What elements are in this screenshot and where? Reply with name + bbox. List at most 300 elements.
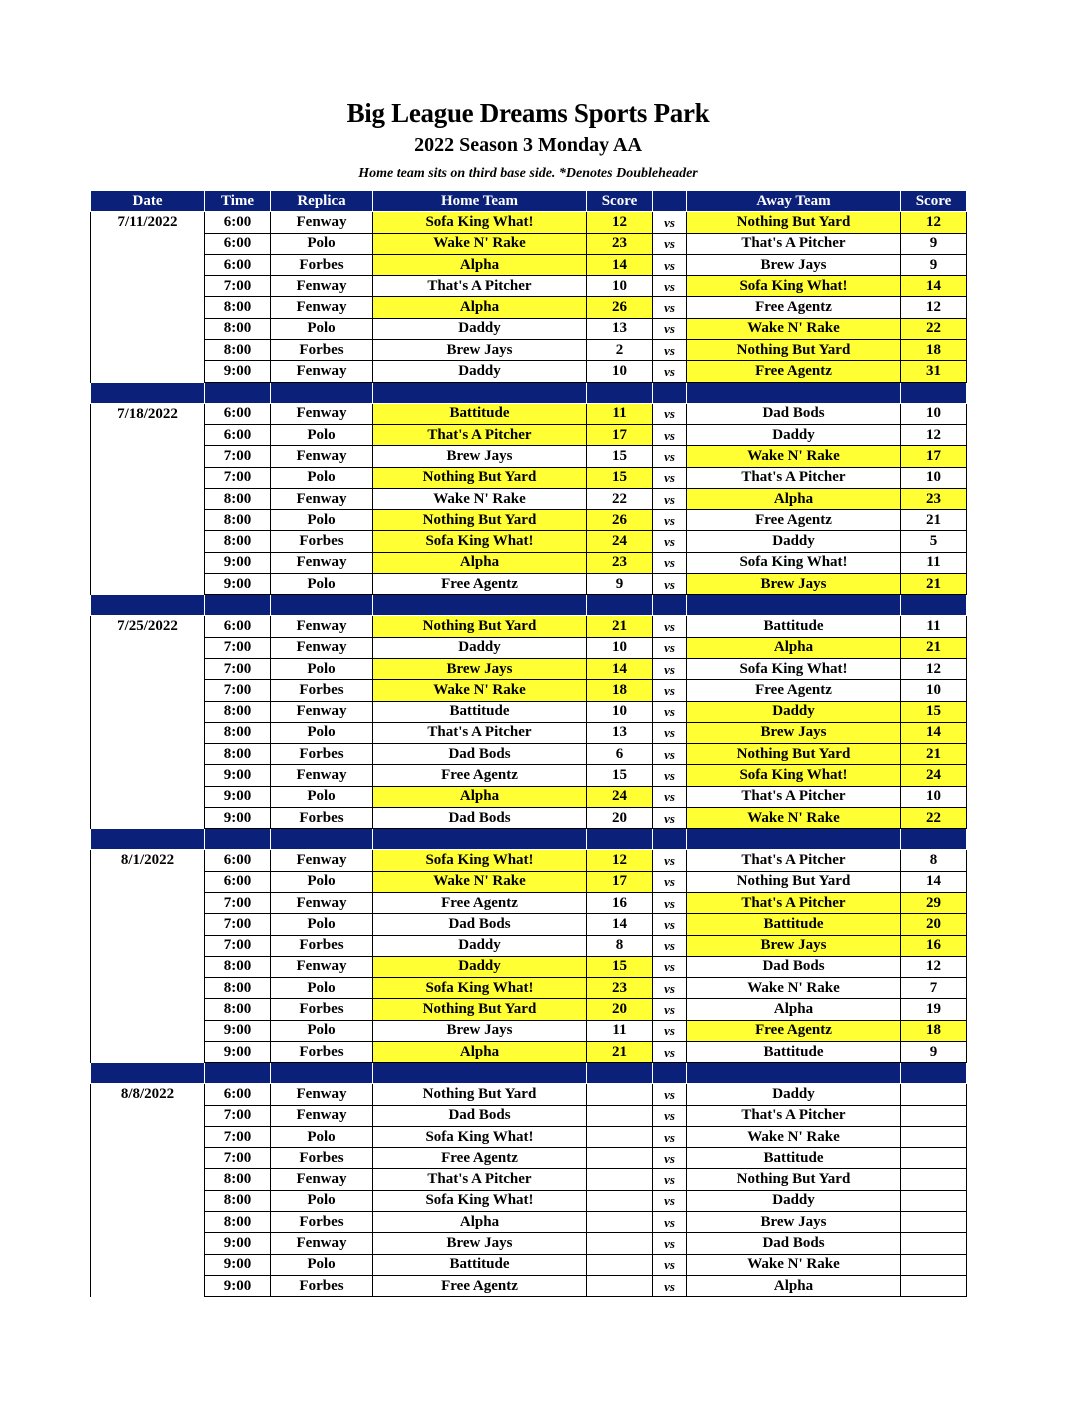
field-cell: Forbes [271, 744, 373, 765]
away-team-cell: Nothing But Yard [687, 340, 901, 361]
separator-cell [91, 595, 205, 616]
separator-cell [687, 595, 901, 616]
away-score-cell [901, 1233, 967, 1254]
home-team-cell: Dad Bods [373, 1105, 587, 1126]
home-score-cell: 9 [587, 574, 653, 595]
home-team-cell: Free Agentz [373, 574, 587, 595]
away-score-cell: 10 [901, 680, 967, 701]
table-row [91, 616, 967, 637]
away-team-cell: Sofa King What! [687, 765, 901, 786]
away-team-cell: Free Agentz [687, 1020, 901, 1041]
header-row [91, 191, 967, 212]
away-score-cell [901, 1190, 967, 1211]
home-team-cell: That's A Pitcher [373, 722, 587, 743]
field-cell: Forbes [271, 1148, 373, 1169]
away-score-cell: 14 [901, 276, 967, 297]
date-cell [91, 254, 205, 275]
field-cell: Polo [271, 978, 373, 999]
date-cell [91, 276, 205, 297]
away-score-cell: 19 [901, 999, 967, 1020]
home-team-cell: Sofa King What! [373, 850, 587, 871]
home-score-cell: 10 [587, 276, 653, 297]
week-separator [91, 829, 967, 850]
away-score-cell: 21 [901, 574, 967, 595]
date-cell [91, 808, 205, 829]
time-cell: 7:00 [205, 935, 271, 956]
time-cell: 7:00 [205, 1148, 271, 1169]
field-cell: Polo [271, 424, 373, 445]
table-row [91, 340, 967, 361]
date-cell [91, 1190, 205, 1211]
time-cell: 9:00 [205, 1254, 271, 1275]
time-cell: 8:00 [205, 701, 271, 722]
vs-cell: vs [653, 1190, 687, 1211]
date-cell [91, 1233, 205, 1254]
time-cell: 6:00 [205, 403, 271, 424]
col-vs-header [653, 191, 687, 212]
field-cell: Polo [271, 1254, 373, 1275]
time-cell: 6:00 [205, 1084, 271, 1105]
away-team-cell: Dad Bods [687, 956, 901, 977]
home-team-cell: Daddy [373, 361, 587, 382]
home-score-cell: 24 [587, 786, 653, 807]
time-cell: 6:00 [205, 254, 271, 275]
table-row [91, 892, 967, 913]
home-team-cell: Nothing But Yard [373, 510, 587, 531]
week-separator [91, 382, 967, 403]
col-away-score-header: Score [901, 191, 967, 212]
date-cell [91, 701, 205, 722]
date-cell [91, 297, 205, 318]
date-cell [91, 765, 205, 786]
home-score-cell: 11 [587, 403, 653, 424]
time-cell: 8:00 [205, 722, 271, 743]
vs-cell: vs [653, 1233, 687, 1254]
home-score-cell: 10 [587, 637, 653, 658]
date-cell [91, 1169, 205, 1190]
vs-cell: vs [653, 340, 687, 361]
time-cell: 9:00 [205, 765, 271, 786]
table-row [91, 978, 967, 999]
vs-cell: vs [653, 212, 687, 233]
date-cell [91, 340, 205, 361]
home-score-cell: 15 [587, 467, 653, 488]
date-cell [91, 1148, 205, 1169]
separator-cell [373, 595, 587, 616]
table-row [91, 276, 967, 297]
home-score-cell: 20 [587, 808, 653, 829]
field-cell: Fenway [271, 1169, 373, 1190]
separator-cell [587, 1063, 653, 1084]
table-row [91, 1041, 967, 1062]
home-team-cell: Battitude [373, 403, 587, 424]
away-team-cell: Brew Jays [687, 574, 901, 595]
time-cell: 6:00 [205, 616, 271, 637]
vs-cell: vs [653, 1212, 687, 1233]
away-score-cell: 12 [901, 956, 967, 977]
away-team-cell: That's A Pitcher [687, 233, 901, 254]
doubleheader-note: Home team sits on third base side. *Denotes Doubleheader [358, 166, 698, 181]
date-cell [91, 637, 205, 658]
home-score-cell: 14 [587, 658, 653, 679]
vs-cell: vs [653, 744, 687, 765]
table-row [91, 254, 967, 275]
home-team-cell: Alpha [373, 1212, 587, 1233]
field-cell: Fenway [271, 892, 373, 913]
table-row [91, 1169, 967, 1190]
separator-cell [271, 382, 373, 403]
away-score-cell [901, 1105, 967, 1126]
field-cell: Forbes [271, 1275, 373, 1296]
home-team-cell: That's A Pitcher [373, 424, 587, 445]
time-cell: 9:00 [205, 1275, 271, 1296]
home-team-cell: Dad Bods [373, 914, 587, 935]
vs-cell: vs [653, 1105, 687, 1126]
table-row [91, 488, 967, 509]
home-score-cell: 13 [587, 318, 653, 339]
time-cell: 6:00 [205, 233, 271, 254]
date-cell: 8/1/2022 [91, 850, 205, 871]
table-row [91, 1126, 967, 1147]
vs-cell: vs [653, 765, 687, 786]
vs-cell: vs [653, 1254, 687, 1275]
separator-cell [901, 382, 967, 403]
away-score-cell: 10 [901, 786, 967, 807]
away-team-cell: Wake N' Rake [687, 318, 901, 339]
date-cell [91, 722, 205, 743]
home-score-cell: 23 [587, 978, 653, 999]
away-score-cell: 31 [901, 361, 967, 382]
table-row [91, 1254, 967, 1275]
vs-cell: vs [653, 424, 687, 445]
home-score-cell [587, 1084, 653, 1105]
field-cell: Forbes [271, 531, 373, 552]
time-cell: 7:00 [205, 680, 271, 701]
field-cell: Polo [271, 1190, 373, 1211]
field-cell: Forbes [271, 808, 373, 829]
field-cell: Fenway [271, 701, 373, 722]
time-cell: 8:00 [205, 297, 271, 318]
away-team-cell: Alpha [687, 999, 901, 1020]
table-row [91, 871, 967, 892]
time-cell: 8:00 [205, 978, 271, 999]
field-cell: Fenway [271, 446, 373, 467]
time-cell: 9:00 [205, 574, 271, 595]
away-team-cell: That's A Pitcher [687, 1105, 901, 1126]
away-team-cell: Wake N' Rake [687, 1254, 901, 1275]
away-team-cell: Daddy [687, 424, 901, 445]
home-score-cell: 21 [587, 1041, 653, 1062]
table-row [91, 914, 967, 935]
home-score-cell: 10 [587, 701, 653, 722]
time-cell: 6:00 [205, 212, 271, 233]
date-cell [91, 574, 205, 595]
home-team-cell: Sofa King What! [373, 1190, 587, 1211]
table-row [91, 1105, 967, 1126]
vs-cell: vs [653, 467, 687, 488]
week-separator [91, 1063, 967, 1084]
away-score-cell: 14 [901, 722, 967, 743]
time-cell: 8:00 [205, 531, 271, 552]
away-score-cell [901, 1275, 967, 1296]
field-cell: Polo [271, 574, 373, 595]
vs-cell: vs [653, 616, 687, 637]
field-cell: Forbes [271, 999, 373, 1020]
away-team-cell: Wake N' Rake [687, 978, 901, 999]
field-cell: Polo [271, 658, 373, 679]
page-title: Big League Dreams Sports Park [346, 98, 710, 128]
time-cell: 8:00 [205, 488, 271, 509]
separator-cell [653, 1063, 687, 1084]
separator-cell [205, 595, 271, 616]
field-cell: Fenway [271, 297, 373, 318]
home-score-cell [587, 1212, 653, 1233]
home-team-cell: Brew Jays [373, 446, 587, 467]
home-score-cell: 17 [587, 871, 653, 892]
separator-cell [271, 829, 373, 850]
away-score-cell [901, 1084, 967, 1105]
separator-cell [687, 1063, 901, 1084]
time-cell: 8:00 [205, 956, 271, 977]
table-row [91, 744, 967, 765]
home-team-cell: Sofa King What! [373, 531, 587, 552]
date-cell [91, 1275, 205, 1296]
field-cell: Fenway [271, 276, 373, 297]
field-cell: Polo [271, 786, 373, 807]
separator-cell [653, 829, 687, 850]
time-cell: 8:00 [205, 1169, 271, 1190]
vs-cell: vs [653, 1084, 687, 1105]
away-score-cell: 21 [901, 637, 967, 658]
date-cell [91, 233, 205, 254]
table-row [91, 637, 967, 658]
field-cell: Fenway [271, 765, 373, 786]
away-team-cell: Alpha [687, 488, 901, 509]
table-row [91, 1275, 967, 1296]
home-team-cell: Brew Jays [373, 340, 587, 361]
away-score-cell: 23 [901, 488, 967, 509]
away-team-cell: Dad Bods [687, 403, 901, 424]
home-team-cell: That's A Pitcher [373, 276, 587, 297]
table-row [91, 765, 967, 786]
date-cell [91, 978, 205, 999]
home-score-cell [587, 1254, 653, 1275]
away-team-cell: Daddy [687, 531, 901, 552]
away-team-cell: Wake N' Rake [687, 808, 901, 829]
date-cell [91, 786, 205, 807]
home-score-cell: 10 [587, 361, 653, 382]
home-team-cell: Free Agentz [373, 765, 587, 786]
field-cell: Forbes [271, 1212, 373, 1233]
away-team-cell: Free Agentz [687, 510, 901, 531]
vs-cell: vs [653, 318, 687, 339]
vs-cell: vs [653, 892, 687, 913]
table-row [91, 467, 967, 488]
home-team-cell: Battitude [373, 1254, 587, 1275]
away-team-cell: That's A Pitcher [687, 467, 901, 488]
vs-cell: vs [653, 680, 687, 701]
separator-cell [205, 1063, 271, 1084]
away-score-cell: 9 [901, 1041, 967, 1062]
col-date-header: Date [91, 191, 205, 212]
home-score-cell: 26 [587, 297, 653, 318]
vs-cell: vs [653, 999, 687, 1020]
home-team-cell: Wake N' Rake [373, 488, 587, 509]
away-score-cell [901, 1169, 967, 1190]
home-team-cell: Daddy [373, 956, 587, 977]
separator-cell [587, 382, 653, 403]
date-cell [91, 658, 205, 679]
time-cell: 9:00 [205, 1020, 271, 1041]
field-cell: Fenway [271, 1084, 373, 1105]
time-cell: 8:00 [205, 744, 271, 765]
time-cell: 8:00 [205, 510, 271, 531]
home-team-cell: Alpha [373, 786, 587, 807]
home-score-cell: 23 [587, 552, 653, 573]
vs-cell: vs [653, 233, 687, 254]
home-score-cell [587, 1105, 653, 1126]
away-team-cell: Nothing But Yard [687, 1169, 901, 1190]
table-row [91, 658, 967, 679]
table-row [91, 446, 967, 467]
home-team-cell: Free Agentz [373, 1148, 587, 1169]
time-cell: 7:00 [205, 637, 271, 658]
home-score-cell: 26 [587, 510, 653, 531]
home-team-cell: Sofa King What! [373, 1126, 587, 1147]
home-score-cell [587, 1190, 653, 1211]
away-team-cell: Battitude [687, 1041, 901, 1062]
page-subtitle: 2022 Season 3 Monday AA [414, 134, 642, 156]
date-cell [91, 892, 205, 913]
away-score-cell [901, 1126, 967, 1147]
away-score-cell: 10 [901, 403, 967, 424]
away-team-cell: Brew Jays [687, 935, 901, 956]
date-cell [91, 680, 205, 701]
vs-cell: vs [653, 446, 687, 467]
time-cell: 9:00 [205, 786, 271, 807]
home-team-cell: Sofa King What! [373, 212, 587, 233]
home-score-cell: 2 [587, 340, 653, 361]
date-cell [91, 446, 205, 467]
table-row [91, 574, 967, 595]
table-row [91, 1233, 967, 1254]
field-cell: Forbes [271, 1041, 373, 1062]
home-team-cell: Wake N' Rake [373, 871, 587, 892]
vs-cell: vs [653, 488, 687, 509]
time-cell: 9:00 [205, 552, 271, 573]
away-score-cell [901, 1148, 967, 1169]
separator-cell [271, 595, 373, 616]
vs-cell: vs [653, 1169, 687, 1190]
field-cell: Fenway [271, 361, 373, 382]
time-cell: 7:00 [205, 446, 271, 467]
home-team-cell: Daddy [373, 935, 587, 956]
vs-cell: vs [653, 722, 687, 743]
time-cell: 6:00 [205, 424, 271, 445]
time-cell: 6:00 [205, 871, 271, 892]
home-team-cell: Daddy [373, 637, 587, 658]
table-row [91, 701, 967, 722]
field-cell: Fenway [271, 956, 373, 977]
date-cell [91, 1254, 205, 1275]
home-team-cell: That's A Pitcher [373, 1169, 587, 1190]
home-score-cell: 13 [587, 722, 653, 743]
vs-cell: vs [653, 978, 687, 999]
vs-cell: vs [653, 871, 687, 892]
time-cell: 7:00 [205, 467, 271, 488]
vs-cell: vs [653, 531, 687, 552]
table-row [91, 935, 967, 956]
schedule-body [91, 212, 967, 1297]
time-cell: 7:00 [205, 892, 271, 913]
vs-cell: vs [653, 914, 687, 935]
col-replica-header: Replica [271, 191, 373, 212]
col-home-score-header: Score [587, 191, 653, 212]
home-score-cell: 17 [587, 424, 653, 445]
schedule-table [90, 190, 967, 1297]
field-cell: Fenway [271, 488, 373, 509]
away-score-cell: 10 [901, 467, 967, 488]
vs-cell: vs [653, 574, 687, 595]
away-team-cell: Daddy [687, 1190, 901, 1211]
away-score-cell: 22 [901, 318, 967, 339]
away-team-cell: Sofa King What! [687, 658, 901, 679]
away-team-cell: Nothing But Yard [687, 212, 901, 233]
time-cell: 8:00 [205, 340, 271, 361]
away-team-cell: Alpha [687, 637, 901, 658]
table-row [91, 680, 967, 701]
separator-cell [687, 382, 901, 403]
time-cell: 9:00 [205, 1233, 271, 1254]
table-row [91, 403, 967, 424]
col-away-team-header: Away Team [687, 191, 901, 212]
field-cell: Forbes [271, 340, 373, 361]
away-team-cell: Wake N' Rake [687, 1126, 901, 1147]
home-team-cell: Nothing But Yard [373, 616, 587, 637]
away-team-cell: That's A Pitcher [687, 850, 901, 871]
separator-cell [587, 595, 653, 616]
table-row [91, 1084, 967, 1105]
vs-cell: vs [653, 297, 687, 318]
time-cell: 9:00 [205, 1041, 271, 1062]
table-row [91, 424, 967, 445]
table-row [91, 552, 967, 573]
time-cell: 7:00 [205, 1105, 271, 1126]
field-cell: Fenway [271, 552, 373, 573]
time-cell: 7:00 [205, 914, 271, 935]
home-score-cell: 21 [587, 616, 653, 637]
table-row [91, 722, 967, 743]
home-score-cell: 14 [587, 254, 653, 275]
away-team-cell: That's A Pitcher [687, 892, 901, 913]
away-team-cell: Daddy [687, 1084, 901, 1105]
week-separator [91, 595, 967, 616]
separator-cell [901, 595, 967, 616]
vs-cell: vs [653, 637, 687, 658]
time-cell: 9:00 [205, 808, 271, 829]
away-score-cell: 22 [901, 808, 967, 829]
home-team-cell: Alpha [373, 552, 587, 573]
date-cell [91, 1041, 205, 1062]
time-cell: 7:00 [205, 276, 271, 297]
home-score-cell: 12 [587, 850, 653, 871]
date-cell [91, 488, 205, 509]
home-score-cell: 12 [587, 212, 653, 233]
home-score-cell: 18 [587, 680, 653, 701]
away-score-cell: 21 [901, 510, 967, 531]
vs-cell: vs [653, 1041, 687, 1062]
away-score-cell [901, 1254, 967, 1275]
